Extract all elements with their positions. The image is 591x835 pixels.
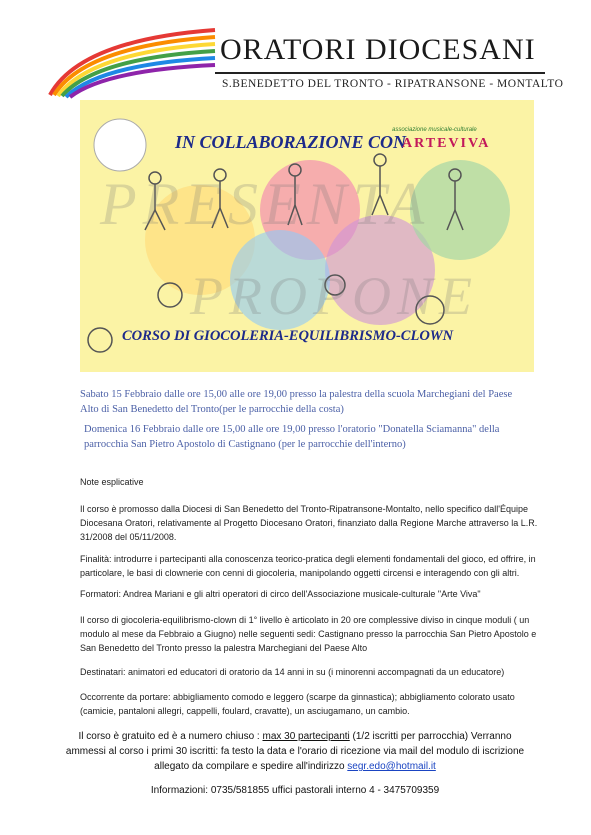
page-title: ORATORI DIOCESANI [220, 33, 536, 66]
enrollment-line3 [60, 759, 530, 774]
notes-paragraph-promoted: Il corso è promosso dalla Diocesi di San Benedetto del Tronto-Ripatransone-Montalto, nello specifico dall'Équipe Diocesana Oratori, relativamente al Progetto Diocesano Oratori, finanziato dalla Regione Marche attraverso la L.R. 31/2008 del 05/11/2008. [80, 504, 538, 542]
notes-paragraph-structure: Il corso di giocoleria-equilibrismo-clown di 1° livello è articolato in 20 ore complessive diviso in cinque moduli ( un modulo al mese da Febbraio a Giugno) nelle seguenti sedi: Castignano presso la parrocchia San Pietro Apostolo e San Benedetto del Tronto presso la palestra Marchegiani del Paese Alto [80, 615, 537, 653]
page-subtitle: S.BENEDETTO DEL TRONTO - RIPATRANSONE - MONTALTO [222, 78, 564, 90]
rainbow-swoosh-logo [40, 20, 220, 100]
enrollment-line1-start: Il corso è gratuito ed è a numero chiuso : [78, 731, 263, 742]
notes-paragraph-purpose: Finalità: introdurre i partecipanti alla conoscenza teorico-pratica degli elementi fondamentali del gioco, ed offrire, in particolare, le basi di clownerie con cenni di giocoleria, manipolando oggetti circensi e interagendo con gli altri. [80, 554, 536, 578]
contact-info: Informazioni: 0735/581855 uffici pastorali interno 4 - 3475709359 [150, 785, 440, 796]
event-banner [80, 100, 534, 372]
header [40, 20, 564, 100]
enrollment-line2: ammessi al corso i primi 30 iscritti: fa testo la data e l'orario di ricezione via mail del modulo di iscrizione [65, 746, 525, 757]
max-participants: max 30 partecipanti [262, 731, 350, 742]
collaboration-heading: IN COLLABORAZIONE CON [175, 132, 407, 152]
enrollment-line1-end: (1/2 iscritti per parrocchia) Verranno [349, 731, 512, 742]
course-title: CORSO DI GIOCOLERIA-EQUILIBRISMO-CLOWN [122, 328, 454, 344]
watermark-presenta: PRESENTA [100, 171, 431, 237]
email-link[interactable]: segr.edo@hotmail.it [347, 761, 436, 772]
schedule-sunday [84, 422, 544, 452]
arteviva-logo: ARTEVIVA [402, 136, 491, 151]
enrollment-info [60, 729, 530, 774]
schedule-saturday [80, 387, 540, 417]
title-divider [215, 72, 545, 74]
notes-heading: Note esplicative [80, 477, 144, 487]
notes-paragraph-trainers: Formatori: Andrea Mariani e gli altri operatori di circo dell'Associazione musicale-culturale "Arte Viva" [80, 589, 481, 599]
notes-paragraph-requirements: Occorrente da portare: abbigliamento comodo e leggero (scarpe da ginnastica); abbigliamento colorato usato (camicie, pantaloni allegri, cappelli, foulard, cravatte), un asciugamano, un cambio. [80, 692, 515, 716]
schedule-sunday-line1: Domenica 16 Febbraio dalle ore 15,00 alle ore 19,00 presso l'oratorio "Donatella Sciamanna" della [84, 424, 500, 435]
watermark-propone: PROPONE [190, 266, 478, 326]
notes-paragraph-recipients: Destinatari: animatori ed educatori di oratorio da 14 anni in su (i minorenni accompagnati da un educatore) [80, 667, 505, 677]
schedule-saturday-line1: Sabato 15 Febbraio dalle ore 15,00 alle ore 19,00 presso la palestra della scuola Marchegiani del Paese [80, 389, 513, 400]
schedule-sunday-line2: parrocchia San Pietro Apostolo di Castignano (per le parrocchie dell'interno) [84, 439, 406, 450]
enrollment-line3-start: allegato da compilare e spedire all'indirizzo [154, 761, 348, 772]
schedule-saturday-line2: Alto di San Benedetto del Tronto(per le parrocchie della costa) [80, 404, 344, 415]
association-caption: associazione musicale-culturale [392, 127, 477, 133]
enrollment-line1 [60, 729, 530, 744]
